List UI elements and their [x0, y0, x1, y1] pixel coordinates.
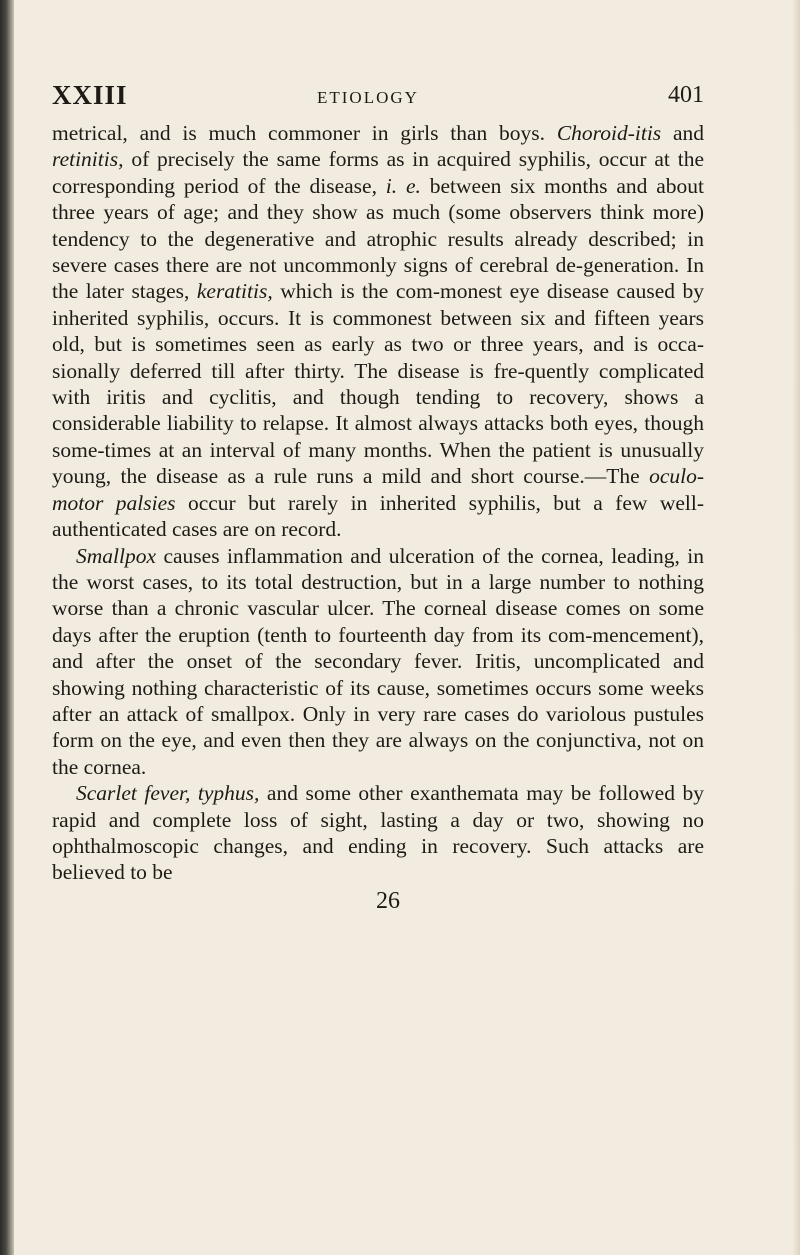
page-edge	[792, 0, 800, 1255]
section-title: ETIOLOGY	[317, 88, 419, 107]
book-page	[52, 80, 704, 915]
book-spine-shadow	[0, 0, 14, 1255]
text-run: metrical, and is much commoner in girls than boys.	[52, 121, 557, 145]
term-scarlet-fever-typhus: Scarlet fever, typhus,	[76, 781, 260, 806]
paragraph-scarlet-fever	[52, 780, 704, 886]
text-run: between six months and about three years of age; and they show as much (some observers think more) tendency to the degenerative and atrophic results already described; in severe cases there are not uncommonly signs of cerebral de-generation. In the later stages,	[52, 173, 704, 304]
running-head	[52, 80, 704, 120]
chapter-number: XXIII	[52, 80, 128, 110]
paragraph-smallpox	[52, 543, 704, 781]
term-keratitis: keratitis,	[196, 279, 273, 304]
paragraph-syphilis	[52, 120, 704, 543]
page-number: 401	[668, 82, 704, 108]
term-choroiditis: Choroid-itis	[556, 121, 662, 145]
term-retinitis: retinitis,	[52, 147, 124, 172]
text-run: and some other exanthemata may be followed by rapid and complete loss of sight, lasting a day or two, showing no ophthalmoscopic changes, and ending in recovery. Such attacks are believed to be	[52, 781, 704, 885]
signature-mark: 26	[376, 887, 400, 914]
text-run: causes inflammation and ulceration of the cornea, leading, in the worst cases, to its total destruction, but in a large number to nothing worse than a chronic vascular ulcer. The corneal disease comes on some days after the eruption (tenth to fourteenth day from its com-mencement), and after the onset of the secondary fever. Iritis, uncomplicated and showing nothing characteristic of its cause, sometimes occurs some weeks after an attack of smallpox. Only in very rare cases do variolous pustules form on the eye, and even then they are always on the conjunctiva, not on the cornea.	[52, 543, 704, 779]
body-text	[52, 120, 704, 886]
term-oculo-motor-palsies: oculo-motor palsies	[52, 464, 704, 515]
text-run: and	[661, 121, 704, 145]
abbrev-ie: i. e.	[385, 173, 421, 198]
text-run: which is the com-monest eye disease caused by inherited syphilis, occurs. It is commonest between six and fifteen years old, but is sometimes seen as early as two or three years, and is occa-sionally deferred till after thirty. The disease is fre-quently complicated with iritis and cyclitis, and though tending to recovery, shows a considerable liability to relapse. It almost always attacks both eyes, though some-times at an interval of many months. When the patient is unusually young, the disease as a rule runs a mild and short course.—The	[52, 279, 704, 489]
text-run: occur but rarely in inherited syphilis, but a few well-authenticated cases are on record.	[52, 490, 705, 542]
text-run: of precisely the same forms as in acquired syphilis, occur at the corresponding period of the disease,	[52, 147, 704, 198]
term-smallpox: Smallpox	[76, 543, 157, 568]
